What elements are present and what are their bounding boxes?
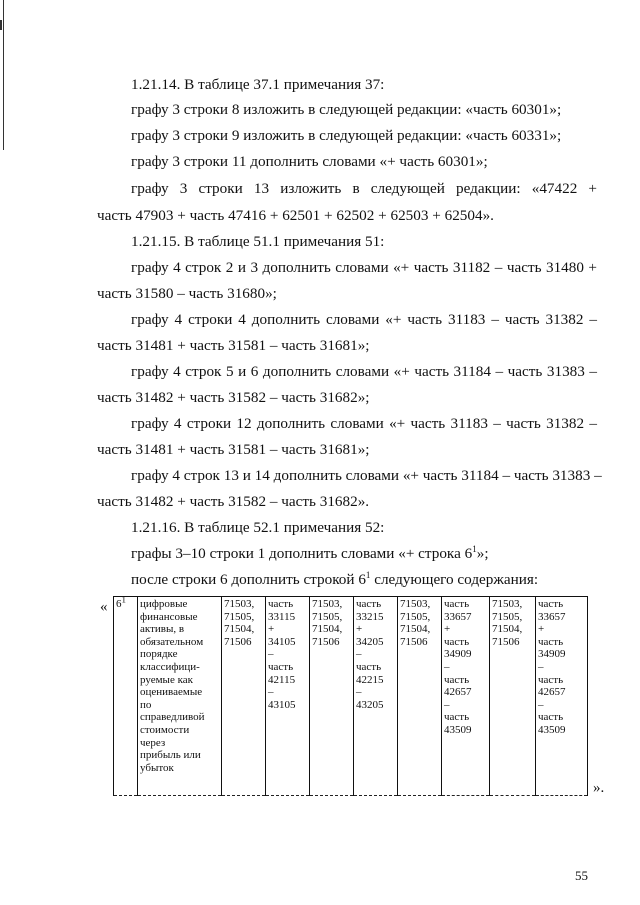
cell-line: – — [444, 660, 450, 673]
paragraph-heading-1-21-16: 1.21.16. В таблице 52.1 примечания 52: — [131, 519, 385, 536]
text-line: часть 31481 + часть 31581 – часть 31681»; — [97, 441, 370, 458]
cell-line: часть — [268, 598, 294, 610]
cell-line: 71505, — [400, 610, 431, 623]
cell-line: цифровые — [140, 598, 188, 610]
cell-line: часть — [444, 598, 470, 610]
scan-artifact-mark — [0, 20, 2, 30]
text-line: графу 4 строки 12 дополнить словами «+ часть 31183 – часть 31382 – — [131, 415, 597, 432]
cell-line: – — [444, 698, 450, 711]
cell-line: 42657 — [538, 686, 566, 699]
table-cell-accounts — [490, 597, 536, 796]
cell-line: часть — [356, 598, 382, 610]
cell-line: по — [140, 698, 152, 711]
cell-line: часть — [268, 660, 294, 673]
text-line: часть 31481 + часть 31581 – часть 31681»; — [97, 337, 370, 354]
cell-line: – — [538, 660, 544, 673]
cell-line: часть — [538, 673, 564, 686]
table-cell-description — [138, 597, 222, 796]
cell-line: 71504, — [492, 623, 523, 636]
cell-line: + — [538, 623, 545, 636]
cell-line: убыток — [140, 761, 174, 774]
cell-line: справедливой — [140, 711, 205, 724]
cell-line: 33657 — [538, 610, 566, 623]
cell-line: – — [268, 686, 274, 699]
cell-line: часть — [444, 673, 470, 686]
cell-line: + — [444, 623, 451, 636]
cell-line: 42657 — [444, 686, 472, 699]
cell-line: 42115 — [268, 673, 296, 686]
cell-line: + — [268, 623, 275, 636]
cell-line: 71504, — [400, 623, 431, 636]
text-line: графу 4 строк 5 и 6 дополнить словами «+ часть 31184 – часть 31383 – — [131, 363, 597, 380]
cell-line: часть — [538, 635, 564, 648]
text-line: графу 4 строки 4 дополнить словами «+ часть 31183 – часть 31382 – — [131, 311, 597, 328]
text-line: графу 3 строки 13 изложить в следующей редакции: «47422 + — [131, 180, 597, 197]
cell-line: 71504, — [224, 623, 255, 636]
text-line: часть 31482 + часть 31582 – часть 31682»; — [97, 389, 370, 406]
cell-line: – — [268, 648, 274, 661]
table-cell-col-b — [354, 597, 398, 796]
scan-artifact-line — [3, 0, 4, 150]
table-cell-accounts — [310, 597, 354, 796]
cell-line: – — [538, 698, 544, 711]
cell-line: 33657 — [444, 610, 472, 623]
text-line: графу 3 строки 11 дополнить словами «+ часть 60301»; — [131, 153, 488, 170]
closing-quote: ». — [593, 780, 605, 796]
cell-line: 43205 — [356, 698, 384, 711]
cell-line: 43509 — [444, 723, 472, 736]
text-line: графу 4 строк 13 и 14 дополнить словами «+ часть 31184 – часть 31383 – — [131, 467, 602, 484]
text-line: графу 3 строки 9 изложить в следующей редакции: «часть 60331»; — [131, 127, 562, 144]
cell-line: 71506 — [492, 635, 520, 648]
cell-line: – — [356, 648, 362, 661]
text-line: часть 31580 – часть 31680»; — [97, 285, 277, 302]
text-line: графу 3 строки 8 изложить в следующей редакции: «часть 60301»; — [131, 101, 562, 118]
cell-line: 71506 — [312, 635, 340, 648]
text-line: после строки 6 дополнить строкой $6^1$ следующего содержания: — [131, 569, 539, 588]
cell-line: 71506 — [400, 635, 428, 648]
cell-line: оцениваемые — [140, 686, 203, 699]
table-cell-col-a — [266, 597, 310, 796]
cell-line: финансовые — [140, 610, 198, 623]
cell-line: 43509 — [538, 723, 566, 736]
cell-line: часть — [538, 711, 564, 724]
paragraph-heading-1-21-15: 1.21.15. В таблице 51.1 примечания 51: — [131, 233, 385, 250]
cell-line: 71505, — [492, 610, 523, 623]
cell-line: часть — [444, 711, 470, 724]
cell-line: 43105 — [268, 698, 296, 711]
opening-quote: « — [100, 599, 108, 615]
cell-line: руемые как — [140, 673, 193, 686]
cell-line: 34909 — [444, 648, 472, 661]
cell-line: 71503, — [224, 598, 255, 610]
cell-line: 71503, — [492, 598, 523, 610]
page-number: 55 — [575, 868, 588, 883]
cell-line: 42215 — [356, 673, 384, 686]
cell-line: + — [356, 623, 363, 636]
cell-line: 71506 — [224, 635, 252, 648]
cell-line: порядке — [140, 648, 178, 661]
text-line: часть 31482 + часть 31582 – часть 31682». — [97, 493, 370, 510]
cell-line: 34105 — [268, 635, 296, 648]
table-cell-col-d — [536, 597, 588, 796]
inserted-table-row — [113, 596, 588, 796]
cell-line: стоимости — [140, 723, 190, 736]
cell-line: через — [140, 736, 166, 749]
cell-line: 71505, — [224, 610, 255, 623]
cell-line: активы, в — [140, 623, 185, 636]
cell-line: 33215 — [356, 610, 384, 623]
text-line: графы 3–10 строки 1 дополнить словами «+ строка $6^1$»; — [131, 543, 489, 562]
cell-line: обязательном — [140, 635, 204, 648]
table-cell-accounts — [398, 597, 442, 796]
cell-line: прибыль или — [140, 749, 201, 762]
cell-line: – — [356, 686, 362, 699]
paragraph-heading-1-21-14: 1.21.14. В таблице 37.1 примечания 37: — [131, 76, 385, 93]
cell-line: 71505, — [312, 610, 343, 623]
cell-line: 71503, — [312, 598, 343, 610]
table-cell-accounts — [222, 597, 266, 796]
text-line: графу 4 строк 2 и 3 дополнить словами «+ часть 31182 – часть 31480 + — [131, 259, 597, 276]
cell-line: 71504, — [312, 623, 343, 636]
cell-line: 34205 — [356, 635, 384, 648]
cell-line: 71503, — [400, 598, 431, 610]
table-cell-row-number: $6^1$ — [114, 597, 138, 796]
text-line: часть 47903 + часть 47416 + 62501 + 62502 + 62503 + 62504». — [97, 207, 494, 224]
cell-line: часть — [444, 635, 470, 648]
cell-line: часть — [538, 598, 564, 610]
cell-line: 33115 — [268, 610, 296, 623]
cell-line: классифици- — [140, 660, 200, 673]
cell-line: часть — [356, 660, 382, 673]
cell-line: 34909 — [538, 648, 566, 661]
table-cell-col-c — [442, 597, 490, 796]
